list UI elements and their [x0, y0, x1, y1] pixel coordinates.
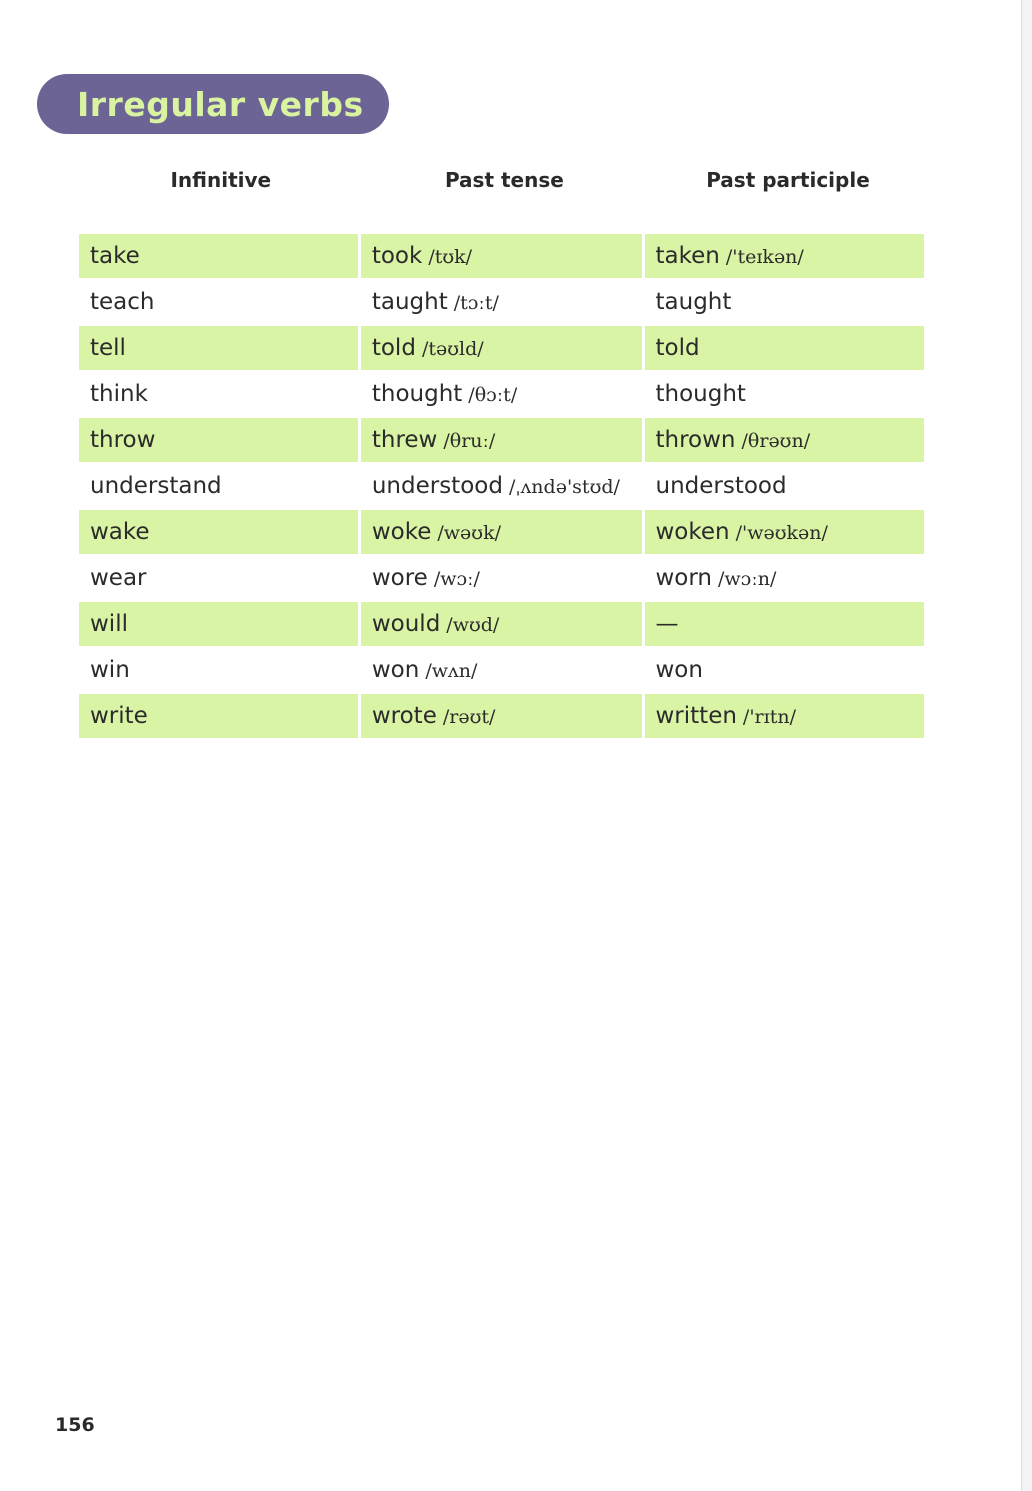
past-participle-cell — [645, 694, 925, 738]
past-word: taught — [371, 289, 448, 315]
past-tense-cell — [361, 602, 642, 646]
past-tense-cell — [361, 464, 642, 508]
header-past-participle: Past participle — [706, 168, 870, 192]
past-word: would — [371, 611, 441, 637]
participle-word: worn — [655, 565, 713, 591]
participle-pronunciation: /θrəʊn/ — [741, 430, 811, 452]
infinitive-cell — [79, 602, 358, 646]
infinitive-word: win — [90, 657, 130, 683]
header-infinitive: Infinitive — [170, 168, 272, 192]
infinitive-word: wake — [90, 519, 150, 545]
past-word: told — [371, 335, 416, 361]
participle-word: won — [655, 657, 703, 683]
past-pronunciation: /θruː/ — [443, 430, 496, 452]
past-participle-cell — [645, 556, 925, 600]
infinitive-cell — [79, 556, 358, 600]
table-row — [79, 326, 924, 370]
table-row — [79, 694, 924, 738]
infinitive-cell — [79, 234, 358, 278]
page-title: Irregular verbs — [77, 84, 364, 124]
past-tense-cell — [361, 326, 642, 370]
infinitive-word: will — [90, 611, 128, 637]
table-row — [79, 418, 924, 462]
infinitive-word: wear — [90, 565, 147, 591]
past-pronunciation: /wɔː/ — [433, 568, 480, 590]
past-pronunciation: /tɔːt/ — [453, 292, 499, 314]
participle-pronunciation: /'rɪtn/ — [742, 706, 796, 728]
header-past-tense: Past tense — [444, 168, 564, 192]
past-participle-cell — [645, 510, 925, 554]
past-tense-cell — [361, 234, 642, 278]
table-row — [79, 464, 924, 508]
infinitive-cell — [79, 648, 358, 692]
participle-word: written — [655, 703, 737, 729]
past-participle-cell — [645, 372, 925, 416]
past-participle-cell — [645, 464, 925, 508]
past-word: wore — [371, 565, 428, 591]
infinitive-word: tell — [90, 335, 126, 361]
past-word: thought — [371, 381, 463, 407]
infinitive-cell — [79, 326, 358, 370]
table-row — [79, 280, 924, 324]
infinitive-cell — [79, 694, 358, 738]
participle-word: — — [655, 611, 679, 637]
participle-word: thought — [655, 381, 746, 407]
participle-word: thrown — [655, 427, 736, 453]
past-tense-cell — [361, 280, 642, 324]
infinitive-cell — [79, 280, 358, 324]
past-participle-cell — [645, 234, 925, 278]
infinitive-word: teach — [90, 289, 155, 315]
table-row — [79, 234, 924, 278]
past-pronunciation: /θɔːt/ — [468, 384, 518, 406]
infinitive-cell — [79, 418, 358, 462]
past-tense-cell — [361, 556, 642, 600]
page-edge — [1021, 0, 1032, 1491]
page-number: 156 — [55, 1414, 95, 1436]
past-participle-cell — [645, 418, 925, 462]
past-participle-cell — [645, 602, 925, 646]
participle-word: woken — [655, 519, 730, 545]
participle-word: understood — [655, 473, 787, 499]
participle-pronunciation: /'wəʊkən/ — [735, 522, 828, 544]
past-word: wrote — [371, 703, 437, 729]
past-pronunciation: /təʊld/ — [421, 338, 484, 360]
verbs-table — [76, 232, 927, 740]
past-pronunciation: /rəʊt/ — [442, 706, 496, 728]
past-pronunciation: /wʌn/ — [425, 660, 478, 682]
past-word: threw — [371, 427, 438, 453]
past-word: understood — [371, 473, 503, 499]
infinitive-cell — [79, 464, 358, 508]
participle-word: told — [655, 335, 700, 361]
infinitive-word: think — [90, 381, 148, 407]
past-pronunciation: /ˌʌndə'stʊd/ — [508, 476, 620, 498]
infinitive-word: take — [90, 243, 140, 269]
participle-pronunciation: /wɔːn/ — [718, 568, 777, 590]
past-tense-cell — [361, 648, 642, 692]
title-banner — [37, 74, 389, 134]
participle-pronunciation: /'teɪkən/ — [725, 246, 804, 268]
past-pronunciation: /tʊk/ — [428, 246, 473, 268]
past-participle-cell — [645, 648, 925, 692]
column-headers — [79, 168, 930, 192]
past-tense-cell — [361, 372, 642, 416]
infinitive-word: understand — [90, 473, 222, 499]
past-word: woke — [371, 519, 432, 545]
past-tense-cell — [361, 418, 642, 462]
past-word: won — [371, 657, 420, 683]
past-pronunciation: /wʊd/ — [446, 614, 500, 636]
infinitive-cell — [79, 372, 358, 416]
participle-word: taken — [655, 243, 720, 269]
table-row — [79, 556, 924, 600]
past-tense-cell — [361, 510, 642, 554]
past-tense-cell — [361, 694, 642, 738]
infinitive-word: throw — [90, 427, 156, 453]
past-word: took — [371, 243, 423, 269]
past-pronunciation: /wəʊk/ — [437, 522, 501, 544]
table-row — [79, 510, 924, 554]
past-participle-cell — [645, 326, 925, 370]
table-row — [79, 372, 924, 416]
infinitive-cell — [79, 510, 358, 554]
table-row — [79, 602, 924, 646]
infinitive-word: write — [90, 703, 148, 729]
participle-word: taught — [655, 289, 732, 315]
past-participle-cell — [645, 280, 925, 324]
table-row — [79, 648, 924, 692]
